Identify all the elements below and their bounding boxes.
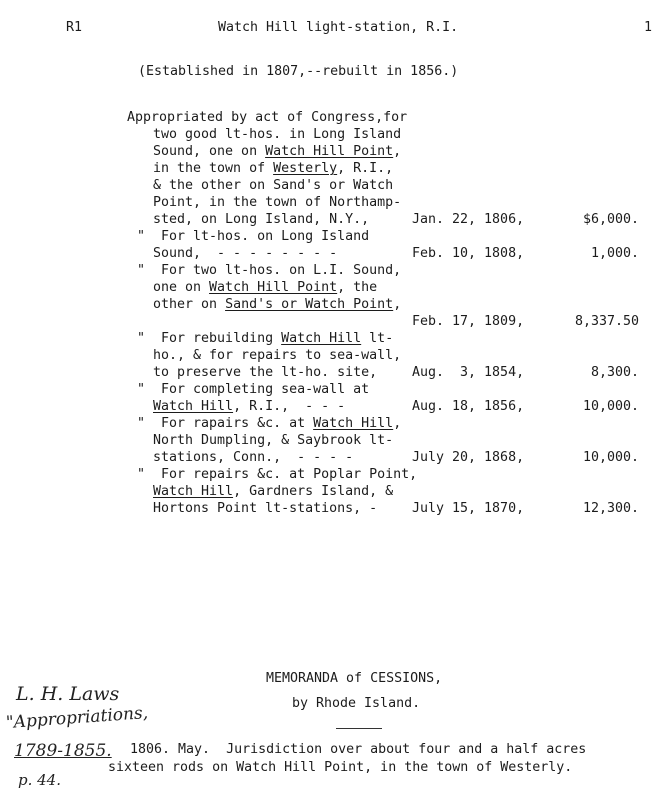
line-text: , Gardners Island, & xyxy=(233,484,394,499)
line-text: , xyxy=(393,144,402,159)
appropriation-line xyxy=(153,347,401,364)
underlined-place-name: Sand's or Watch Point xyxy=(225,297,394,312)
line-text: lt- xyxy=(361,331,394,346)
appropriation-line xyxy=(153,177,393,194)
appropriation-line xyxy=(153,500,377,517)
appropriation-line xyxy=(153,296,401,313)
line-text: sted, on Long Island, N.Y., xyxy=(153,212,370,227)
line-text: two good lt-hos. in Long Island xyxy=(153,127,402,142)
appropriation-line xyxy=(153,245,337,262)
appropriation-line xyxy=(153,398,345,415)
line-text: other on xyxy=(153,297,226,312)
line-text: stations, Conn., - - - - xyxy=(153,450,354,465)
appropriation-line xyxy=(153,194,401,211)
line-text: Sound, one on xyxy=(153,144,266,159)
line-text: " For two lt-hos. on L.I. Sound, xyxy=(137,263,402,278)
appropriation-amount: 8,337.50 xyxy=(574,314,639,329)
appropriation-amount: 10,000. xyxy=(582,399,639,414)
appropriation-line xyxy=(137,228,369,245)
memoranda-title: MEMORANDA of CESSIONS, xyxy=(266,671,443,686)
line-text: , xyxy=(393,416,402,431)
page-code: R1 xyxy=(66,20,83,35)
appropriation-line xyxy=(137,330,393,347)
memoranda-entry-line-1: 1806. May. Jurisdiction over about four and a half acres xyxy=(130,742,587,757)
appropriation-line xyxy=(137,415,401,432)
appropriation-line xyxy=(153,432,393,449)
appropriation-date: Feb. 17, 1809, xyxy=(412,314,525,329)
appropriation-amount: 8,300. xyxy=(590,365,639,380)
appropriation-line xyxy=(153,449,353,466)
line-text: Sound, - - - - - - - - xyxy=(153,246,338,261)
appropriation-date: Feb. 10, 1808, xyxy=(412,246,525,261)
appropriation-line xyxy=(137,466,417,483)
appropriation-amount: $6,000. xyxy=(582,212,639,227)
line-text: " For rapairs &c. at xyxy=(137,416,314,431)
appropriation-date: July 20, 1868, xyxy=(412,450,525,465)
line-text: " For rebuilding xyxy=(137,331,282,346)
line-text: " For lt-hos. on Long Island xyxy=(137,229,370,244)
appropriation-line xyxy=(153,483,393,500)
underlined-place-name: Watch Hill xyxy=(153,399,234,414)
line-text: & the other on Sand's or Watch xyxy=(153,178,394,193)
appropriation-line xyxy=(137,381,369,398)
underlined-place-name: Watch Hill Point xyxy=(209,280,338,295)
underlined-place-name: Watch Hill xyxy=(313,416,394,431)
memoranda-subtitle: by Rhode Island. xyxy=(292,696,421,711)
margin-note-work: "Appropriations, xyxy=(5,703,149,733)
line-text: , R.I., - - - xyxy=(233,399,346,414)
appropriation-date: Jan. 22, 1806, xyxy=(412,212,525,227)
line-text: North Dumpling, & Saybrook lt- xyxy=(153,433,394,448)
line-text: " For completing sea-wall at xyxy=(137,382,370,397)
appropriation-line xyxy=(153,211,369,228)
appropriation-amount: 1,000. xyxy=(590,246,639,261)
underlined-place-name: Watch Hill xyxy=(153,484,234,499)
memoranda-rule xyxy=(336,728,382,729)
appropriation-line xyxy=(153,160,393,177)
line-text: ho., & for repairs to sea-wall, xyxy=(153,348,402,363)
appropriation-line xyxy=(153,143,401,160)
line-text: in the town of xyxy=(153,161,274,176)
line-text: , the xyxy=(337,280,378,295)
line-text: , R.I., xyxy=(337,161,394,176)
memoranda-entry-line-2: sixteen rods on Watch Hill Point, in the town of Westerly. xyxy=(108,760,573,775)
line-text: , xyxy=(393,297,402,312)
line-text: Point, in the town of Northamp- xyxy=(153,195,402,210)
appropriation-line xyxy=(137,262,401,279)
margin-note-years: 1789-1855. xyxy=(14,741,112,761)
line-text: one on xyxy=(153,280,210,295)
page-number: 1 xyxy=(644,20,653,35)
line-text: Hortons Point lt-stations, - xyxy=(153,501,378,516)
line-text: to preserve the lt-ho. site, xyxy=(153,365,378,380)
appropriation-amount: 10,000. xyxy=(582,450,639,465)
appropriation-line xyxy=(153,279,377,296)
underlined-place-name: Watch Hill Point xyxy=(265,144,394,159)
page-title: Watch Hill light-station, R.I. xyxy=(218,20,459,35)
margin-note-author: L. H. Laws xyxy=(16,683,120,705)
appropriation-date: Aug. 18, 1856, xyxy=(412,399,525,414)
underlined-place-name: Westerly xyxy=(273,161,338,176)
margin-note-page: p. 44. xyxy=(18,771,61,789)
appropriation-line xyxy=(153,126,401,143)
appropriation-amount: 12,300. xyxy=(582,501,639,516)
appropriation-line xyxy=(127,109,407,126)
appropriation-date: Aug. 3, 1854, xyxy=(412,365,525,380)
underlined-place-name: Watch Hill xyxy=(281,331,362,346)
appropriation-date: July 15, 1870, xyxy=(412,501,525,516)
established-note: (Established in 1807,--rebuilt in 1856.) xyxy=(138,64,459,79)
line-text: " For repairs &c. at Poplar Point, xyxy=(137,467,418,482)
line-text: Appropriated by act of Congress,for xyxy=(127,110,408,125)
appropriation-line xyxy=(153,364,377,381)
